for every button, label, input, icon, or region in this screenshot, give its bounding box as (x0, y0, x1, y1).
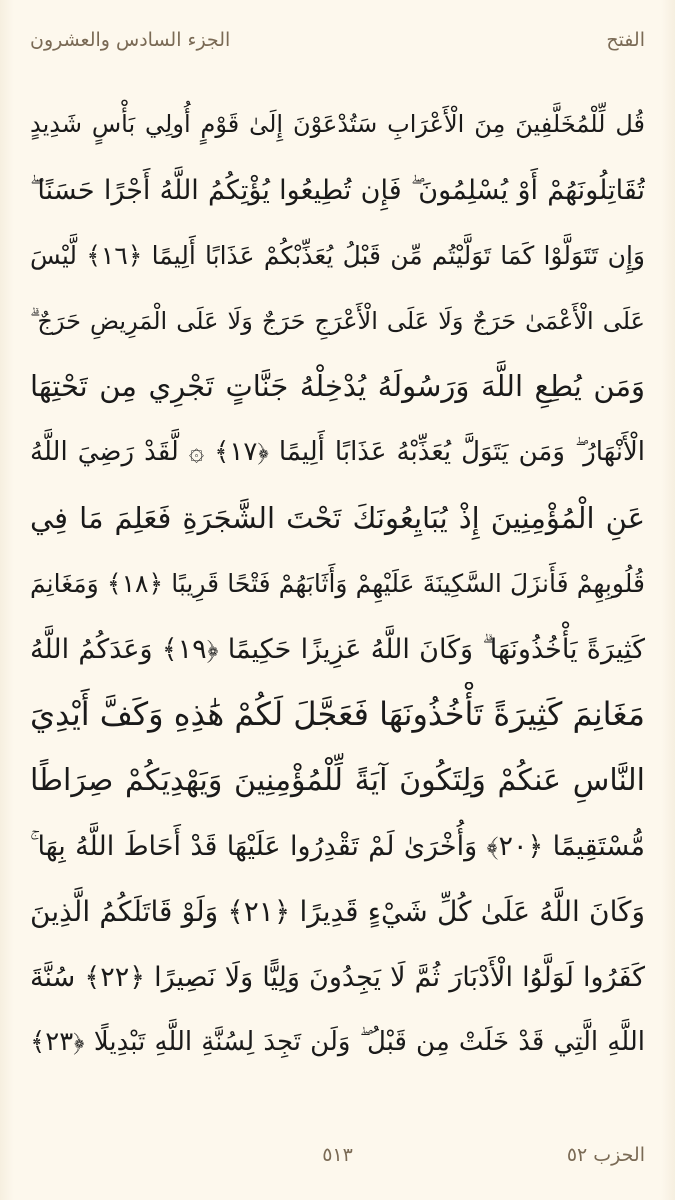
page-header (30, 22, 645, 58)
verse-line: تُقَاتِلُونَهُمْ أَوْ يُسْلِمُونَ ۖ فَإِن تُطِيعُوا يُؤْتِكُمُ اللَّهُ أَجْرًا حَسَنًا ۖ (30, 174, 645, 206)
page-number: ٥١٣ (322, 1144, 353, 1166)
verse-line: النَّاسِ عَنكُمْ وَلِتَكُونَ آيَةً لِّلْمُؤْمِنِينَ وَيَهْدِيَكُمْ صِرَاطًا (30, 762, 645, 798)
verse-line: قُلُوبِهِمْ فَأَنزَلَ السَّكِينَةَ عَلَيْهِمْ وَأَثَابَهُمْ فَتْحًا قَرِيبًا ﴿١٨﴾ وَمَغَانِمَ (30, 569, 645, 599)
verse-line: وَإِن تَتَوَلَّوْا كَمَا تَوَلَّيْتُم مِّن قَبْلُ يُعَذِّبْكُمْ عَذَابًا أَلِيمًا ﴿١٦﴾ لَّيْسَ (30, 241, 645, 271)
page-footer (30, 1144, 645, 1180)
verse-line: مَغَانِمَ كَثِيرَةً تَأْخُذُونَهَا فَعَجَّلَ لَكُمْ هَٰذِهِ وَكَفَّ أَيْدِيَ (30, 695, 645, 734)
hizb-label: الحزب ٥٢ (566, 1144, 645, 1166)
verse-line: وَمَن يُطِعِ اللَّهَ وَرَسُولَهُ يُدْخِلْهُ جَنَّاتٍ تَجْرِي مِن تَحْتِهَا (30, 369, 645, 404)
verse-line: عَلَى الْأَعْمَىٰ حَرَجٌ وَلَا عَلَى الْأَعْرَجِ حَرَجٌ وَلَا عَلَى الْمَرِيضِ حَرَجٌ ۗ (30, 306, 645, 335)
verse-block (30, 92, 645, 1076)
juz-label: الجزء السادس والعشرون (30, 29, 231, 51)
verse-line: عَنِ الْمُؤْمِنِينَ إِذْ يُبَايِعُونَكَ تَحْتَ الشَّجَرَةِ فَعَلِمَ مَا فِي (30, 500, 645, 535)
verse-line: اللَّهِ الَّتِي قَدْ خَلَتْ مِن قَبْلُ ۖ وَلَن تَجِدَ لِسُنَّةِ اللَّهِ تَبْدِيلًا ﴿٢٣﴾ (30, 1027, 645, 1058)
verse-line: قُل لِّلْمُخَلَّفِينَ مِنَ الْأَعْرَابِ سَتُدْعَوْنَ إِلَىٰ قَوْمٍ أُولِي بَأْسٍ شَدِيدٍ (30, 110, 645, 138)
verse-line: كَفَرُوا لَوَلَّوُا الْأَدْبَارَ ثُمَّ لَا يَجِدُونَ وَلِيًّا وَلَا نَصِيرًا ﴿٢٢﴾ سُنَّةَ (30, 961, 645, 993)
verse-line: كَثِيرَةً يَأْخُذُونَهَا ۗ وَكَانَ اللَّهُ عَزِيزًا حَكِيمًا ﴿١٩﴾ وَعَدَكُمُ اللَّهُ (30, 633, 645, 665)
verse-line: الْأَنْهَارُ ۖ وَمَن يَتَوَلَّ يُعَذِّبْهُ عَذَابًا أَلِيمًا ﴿١٧﴾ ۞ لَّقَدْ رَضِيَ اللَّهُ (30, 436, 645, 467)
verse-line: مُّسْتَقِيمًا ﴿٢٠﴾ وَأُخْرَىٰ لَمْ تَقْدِرُوا عَلَيْهَا قَدْ أَحَاطَ اللَّهُ بِهَا ۚ (30, 830, 645, 862)
surah-name: الفتح (606, 29, 645, 51)
verse-line: وَكَانَ اللَّهُ عَلَىٰ كُلِّ شَيْءٍ قَدِيرًا ﴿٢١﴾ وَلَوْ قَاتَلَكُمُ الَّذِينَ (30, 895, 645, 929)
